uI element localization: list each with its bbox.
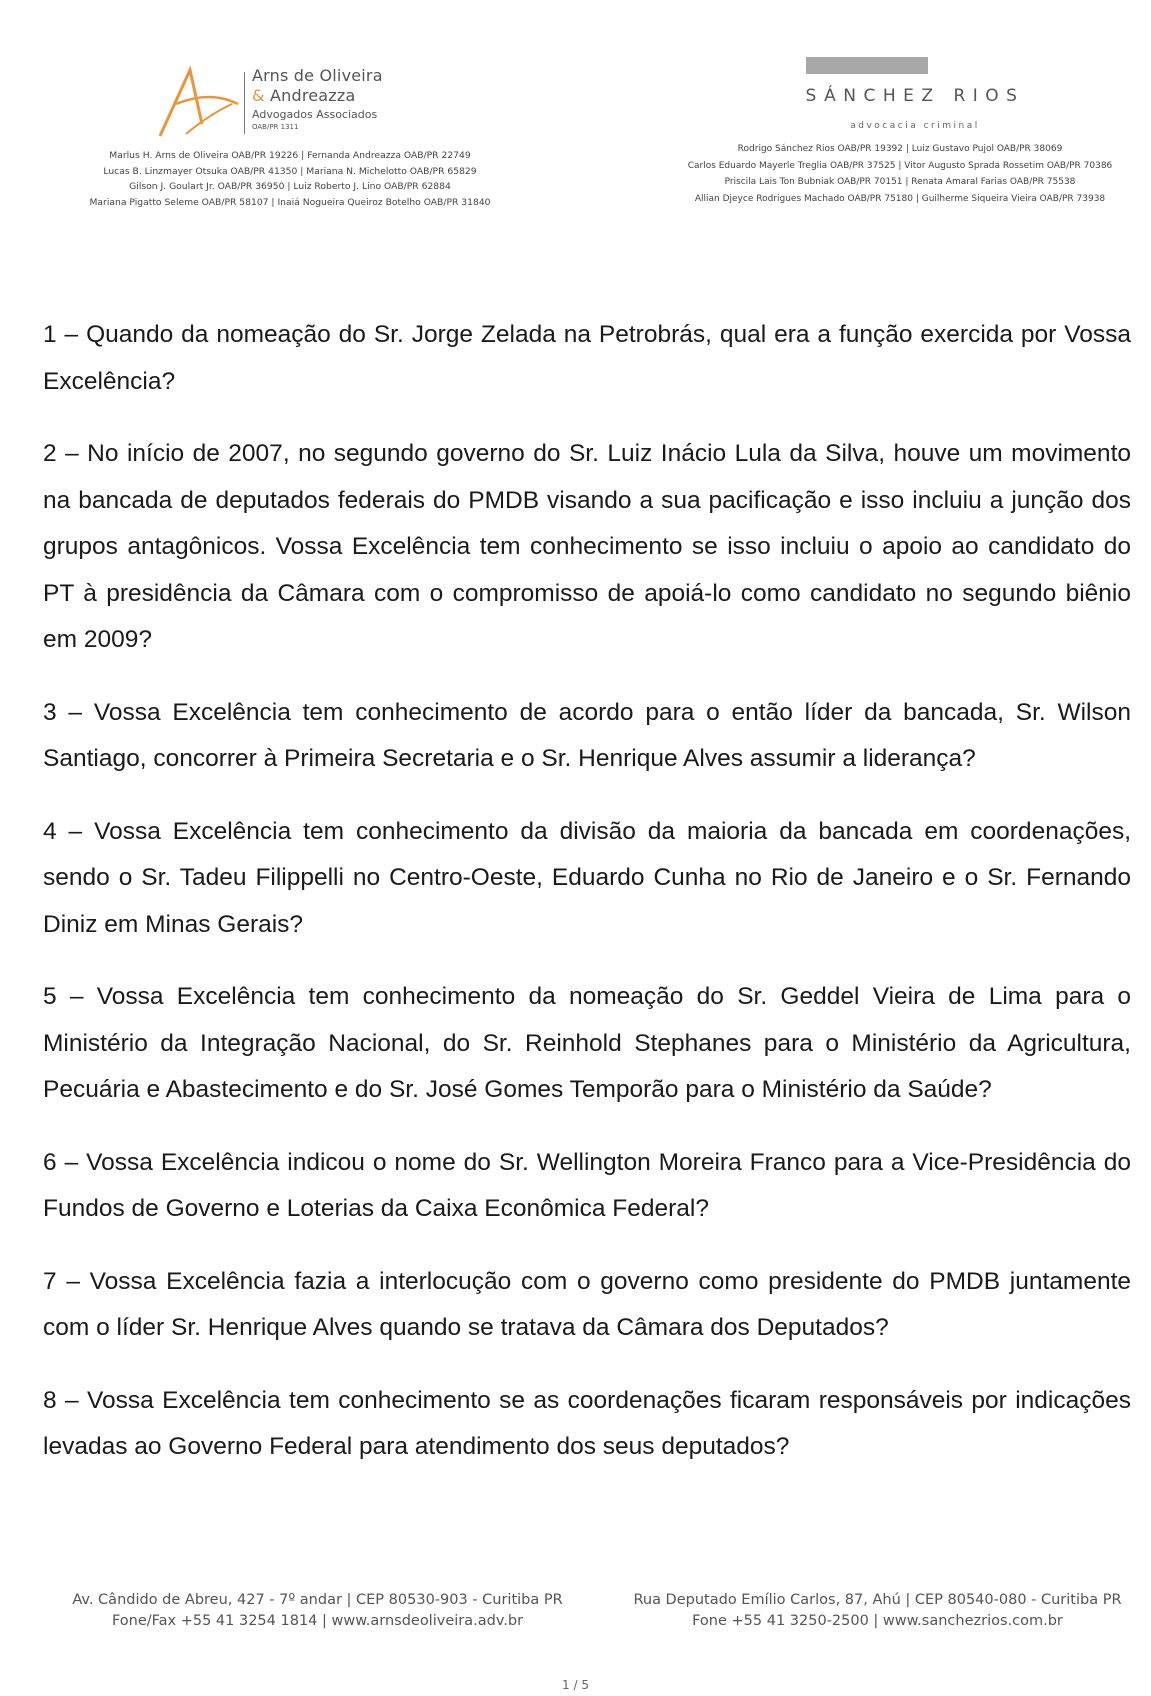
- page-number: 1 / 5: [562, 1678, 589, 1692]
- lawyer-row: Allian Djeyce Rodrigues Machado OAB/PR 75180 | Guilherme Siqueira Vieira OAB/PR 73938: [694, 193, 1106, 204]
- question-3: 3 – Vossa Excelência tem conhecimento de acordo para o então líder da bancada, Sr. Wilson Santiago, concorrer à Primeira Secretaria e o Sr. Henrique Alves assumir a liderança?: [43, 698, 1131, 772]
- left-firm-name-line1: Arns de Oliveira: [252, 66, 383, 85]
- lawyer-row: Carlos Eduardo Mayerle Treglia OAB/PR 37525 | Vitor Augusto Sprada Rossetim OAB/PR 70386: [687, 160, 1113, 171]
- left-firm-name: [252, 66, 383, 132]
- question-1: 1 – Quando da nomeação do Sr. Jorge Zelada na Petrobrás, qual era a função exercida por Vossa Excelência?: [43, 321, 1131, 395]
- left-lawyer-list: [40, 148, 540, 210]
- lawyer-row: Lucas B. Linzmayer Otsuka OAB/PR 41350 | Mariana N. Michelotto OAB/PR 65829: [103, 165, 477, 177]
- left-firm-divider: [244, 72, 245, 134]
- question-4: 4 – Vossa Excelência tem conhecimento da divisão da maioria da bancada em coordenações, sendo o Sr. Tadeu Filippelli no Centro-Oeste, Eduardo Cunha no Rio de Janeiro e o Sr. Fernando Diniz em Minas Gerais?: [43, 817, 1131, 938]
- left-firm-subtitle: Advogados Associados: [252, 108, 378, 121]
- right-firm-subtitle: advocacia criminal: [850, 121, 980, 131]
- lawyer-row: Marlus H. Arns de Oliveira OAB/PR 19226 | Fernanda Andreazza OAB/PR 22749: [109, 150, 471, 161]
- question-2: 2 – No início de 2007, no segundo governo do Sr. Luiz Inácio Lula da Silva, houve um movimento na bancada de deputados federais do PMDB visando a sua pacificação e isso incluiu a junção dos grupos antagônicos. Vossa Excelência tem conhecimento se isso incluiu o apoio ao candidato do PT à presidência da Câmara com o compromisso de apoiá-lo como candidato no segundo biênio em 2009?: [43, 440, 1131, 653]
- left-firm-footer: [55, 1590, 580, 1632]
- lawyer-row: Rodrigo Sánchez Rios OAB/PR 19392 | Luiz Gustavo Pujol OAB/PR 38069: [737, 144, 1063, 154]
- question-7: 7 – Vossa Excelência fazia a interlocução com o governo como presidente do PMDB juntamente com o líder Sr. Henrique Alves quando se tratava da Câmara dos Deputados?: [43, 1267, 1131, 1341]
- right-footer-address: Rua Deputado Emílio Carlos, 87, Ahú | CEP 80540-080 - Curitiba PR: [633, 1592, 1122, 1608]
- left-footer-contact: Fone/Fax +55 41 3254 1814 | www.arnsdeoliveira.adv.br: [111, 1613, 524, 1629]
- sanchez-rios-logo-bar: [806, 57, 928, 74]
- left-firm-ampersand: &: [252, 86, 265, 105]
- right-lawyer-list: [680, 141, 1120, 207]
- question-5: 5 – Vossa Excelência tem conhecimento da nomeação do Sr. Geddel Vieira de Lima para o Ministério da Integração Nacional, do Sr. Reinhold Stephanes para o Ministério da Agricultura, Pecuária e Abastecimento e do Sr. José Gomes Temporão para o Ministério da Saúde?: [43, 983, 1131, 1103]
- left-footer-address: Av. Cândido de Abreu, 427 - 7º andar | CEP 80530-903 - Curitiba PR: [72, 1592, 563, 1608]
- right-firm-footer: [620, 1590, 1135, 1632]
- right-firm-name: SÁNCHEZ RIOS: [805, 86, 1025, 106]
- lawyer-row: Gilson J. Goulart Jr. OAB/PR 36950 | Luiz Roberto J. Lino OAB/PR 62884: [129, 181, 451, 192]
- left-firm-oab: OAB/PR 1311: [252, 123, 299, 131]
- question-8: 8 – Vossa Excelência tem conhecimento se as coordenações ficaram responsáveis por indicações levadas ao Governo Federal para atendimento dos seus deputados?: [43, 1386, 1131, 1460]
- left-firm-name-andreazza: Andreazza: [269, 86, 356, 105]
- lawyer-row: Priscila Lais Ton Bubniak OAB/PR 70151 | Renata Amaral Farias OAB/PR 75538: [724, 177, 1076, 187]
- question-list: [43, 312, 1131, 1497]
- right-footer-contact: Fone +55 41 3250-2500 | www.sanchezrios.com.br: [692, 1613, 1063, 1629]
- left-firm-name-line2: [252, 86, 383, 106]
- question-6: 6 – Vossa Excelência indicou o nome do Sr. Wellington Moreira Franco para a Vice-Presidência do Fundos de Governo e Loterias da Caixa Econômica Federal?: [43, 1148, 1131, 1222]
- lawyer-row: Mariana Pigatto Seleme OAB/PR 58107 | Inaiá Nogueira Queiroz Botelho OAB/PR 31840: [89, 196, 491, 208]
- arns-andreazza-logo: [150, 64, 250, 144]
